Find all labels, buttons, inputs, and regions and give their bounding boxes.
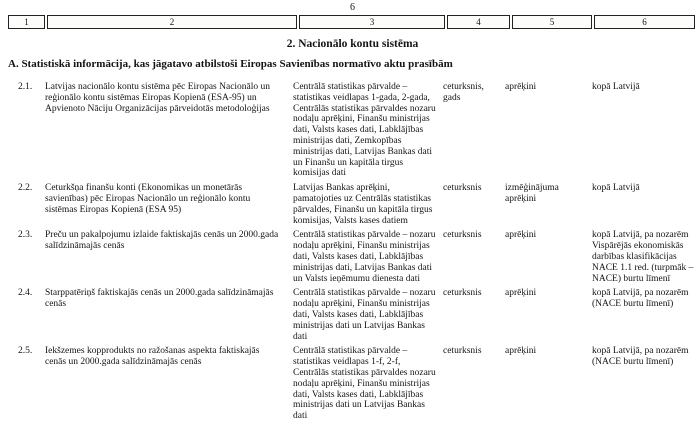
calculation-type: izmēģinājuma aprēķini [505, 183, 559, 204]
column-number-header-row [8, 15, 697, 29]
coverage: kopā Latvijā [592, 183, 640, 194]
table-row [8, 183, 697, 226]
data-source: Centrālā statistikas pārvalde – statistikas veidlapas 1-gada, 2-gada, Centrālās statistikas pārvaldes nozaru nodaļu aprēķini, Finanšu ministrijas dati, Valsts kases dati, Labklājības ministrijas dati, Zemkopības ministrijas dati, Latvijas Bankas dati un Finanšu un kapitāla tirgus komisijas dati [293, 82, 436, 179]
data-source: Centrālā statistikas pārvalde – nozaru nodaļu aprēķini, Finanšu ministrijas dati, Valsts kases dati, Labklājības ministrijas dati, Latvijas Bankas dati un Valsts ieņēmumu dienesta dati [293, 230, 436, 284]
column-header-5: 5 [512, 15, 592, 29]
row-number: 2.2. [18, 183, 33, 194]
data-source: Centrālā statistikas pārvalde – nozaru nodaļu aprēķini, Finanšu ministrijas dati, Valsts kases dati, Labklājības ministrijas dati un Latvijas Bankas dati [293, 288, 436, 342]
section-title: 2. Nacionālo kontu sistēma [286, 38, 419, 50]
row-number: 2.4. [18, 288, 33, 299]
column-header-2: 2 [47, 15, 297, 29]
periodicity: ceturksnis [443, 288, 482, 299]
calculation-type: aprēķini [505, 82, 537, 92]
coverage: kopā Latvijā, pa nozarēm Vispārējās ekonomiskās darbības klasifikācijas NACE 1.1 red. (turpmāk – NACE) burtu līmenī [592, 230, 694, 284]
table-row [8, 82, 697, 179]
table-row [8, 230, 697, 284]
indicator-name: Starppatēriņš faktiskajās cenās un 2000.gada salīdzināmajās cenās [45, 288, 274, 310]
coverage: kopā Latvijā, pa nozarēm (NACE burtu līmenī) [592, 288, 689, 310]
indicator-name: Latvijas nacionālo kontu sistēma pēc Eiropas Nacionālo un reģionālo kontu sistēmas Eiropas Kopienā (ESA-95) un Apvienoto Nāciju Organizācijas pārveidotās metodoloģijas [45, 82, 271, 114]
row-number: 2.5. [18, 346, 33, 357]
coverage: kopā Latvijā [592, 82, 640, 92]
row-number: 2.1. [18, 82, 33, 92]
table-row [8, 346, 697, 422]
column-header-3: 3 [299, 15, 445, 29]
calculation-type: aprēķini [505, 346, 537, 357]
calculation-type: aprēķini [505, 288, 537, 299]
page-number: 6 [350, 2, 355, 13]
calculation-type: aprēķini [505, 230, 537, 241]
indicator-name: Iekšzemes kopprodukts no ražošanas aspekta faktiskajās cenās un 2000.gada salīdzināmajās cenās [45, 346, 260, 368]
periodicity: ceturksnis [443, 230, 482, 241]
column-header-6: 6 [594, 15, 695, 29]
table-body [8, 82, 697, 422]
data-source: Centrālā statistikas pārvalde – statistikas veidlapas 1-f, 2-f, Centrālās statistikas pārvaldes nozaru nodaļu aprēķini, Finanšu ministrijas dati, Valsts kases dati, Labklājības ministrijas dati un Latvijas Bankas dati [293, 346, 436, 422]
column-header-1: 1 [8, 15, 45, 29]
indicator-name: Preču un pakalpojumu izlaide faktiskajās cenās un 2000.gada salīdzināmajās cenās [45, 230, 279, 252]
table-row [8, 288, 697, 342]
data-source: Latvijas Bankas aprēķini, pamatojoties uz Centrālās statistikas pārvaldes, Finanšu un kapitāla tirgus komisijas, Valsts kases datiem [293, 183, 433, 226]
periodicity: ceturksnis [443, 183, 482, 194]
subsection-heading: A. Statistiskā informācija, kas jāgatavo atbilstoši Eiropas Savienības normatīvo aktu prasībām [8, 58, 453, 70]
periodicity: ceturksnis, gads [443, 82, 484, 103]
column-header-4: 4 [447, 15, 510, 29]
periodicity: ceturksnis [443, 346, 482, 357]
coverage: kopā Latvijā, pa nozarēm (NACE burtu līmenī) [592, 346, 689, 368]
indicator-name: Ceturkšņa finanšu konti (Ekonomikas un monetārās savienības) pēc Eiropas Nacionālo un reģionālo kontu sistēmas Eiropas Kopienā (ESA 95) [45, 183, 251, 215]
row-number: 2.3. [18, 230, 33, 241]
